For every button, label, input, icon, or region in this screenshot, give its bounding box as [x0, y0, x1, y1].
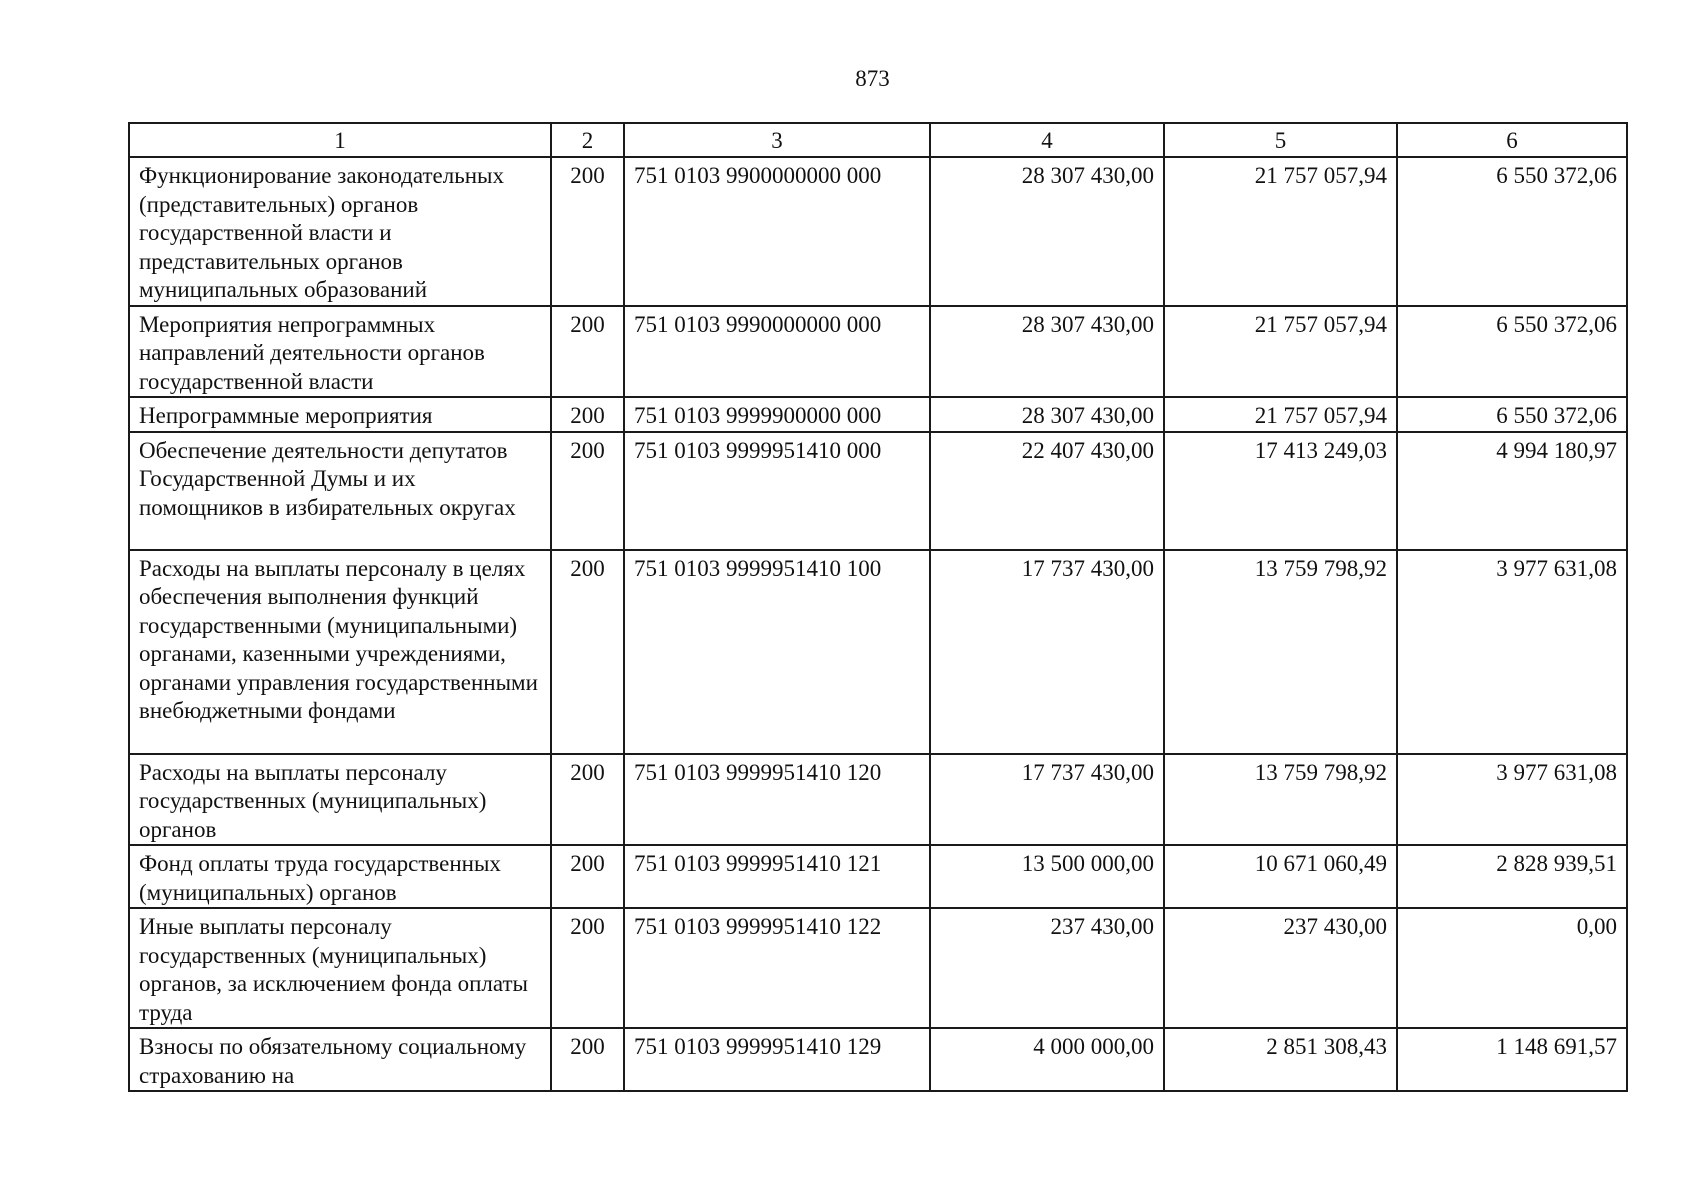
row-name-cell: Расходы на выплаты персоналу государственных (муниципальных) органов	[129, 754, 551, 846]
approved-amount-cell: 22 407 430,00	[930, 432, 1164, 550]
unexecuted-amount-cell: 2 828 939,51	[1397, 845, 1627, 908]
approved-amount-cell: 17 737 430,00	[930, 754, 1164, 846]
line-code-cell: 200	[551, 908, 624, 1028]
unexecuted-amount-cell: 6 550 372,06	[1397, 157, 1627, 306]
table-row	[129, 1028, 1627, 1091]
budget-code-cell: 751 0103 9999900000 000	[624, 397, 930, 432]
line-code-cell: 200	[551, 550, 624, 754]
budget-code-cell: 751 0103 9990000000 000	[624, 306, 930, 398]
line-code-cell: 200	[551, 845, 624, 908]
row-name-cell: Фонд оплаты труда государственных (муниципальных) органов	[129, 845, 551, 908]
unexecuted-amount-cell: 6 550 372,06	[1397, 306, 1627, 398]
executed-amount-cell: 13 759 798,92	[1164, 550, 1397, 754]
budget-code-cell: 751 0103 9900000000 000	[624, 157, 930, 306]
row-name-cell: Расходы на выплаты персоналу в целях обеспечения выполнения функций государственными (муниципальными) органами, казенными учреждениями, органами управления государственными внебюджетными фондами	[129, 550, 551, 754]
executed-amount-cell: 10 671 060,49	[1164, 845, 1397, 908]
column-number-row	[129, 123, 1627, 157]
table-row	[129, 432, 1627, 550]
approved-amount-cell: 4 000 000,00	[930, 1028, 1164, 1091]
executed-amount-cell: 21 757 057,94	[1164, 157, 1397, 306]
budget-execution-table	[128, 122, 1628, 1092]
column-header-5: 5	[1164, 123, 1397, 157]
budget-code-cell: 751 0103 9999951410 129	[624, 1028, 930, 1091]
column-header-2: 2	[551, 123, 624, 157]
approved-amount-cell: 28 307 430,00	[930, 397, 1164, 432]
unexecuted-amount-cell: 3 977 631,08	[1397, 550, 1627, 754]
table-row	[129, 157, 1627, 306]
unexecuted-amount-cell: 6 550 372,06	[1397, 397, 1627, 432]
table-row	[129, 908, 1627, 1028]
line-code-cell: 200	[551, 397, 624, 432]
row-name-cell: Обеспечение деятельности депутатов Государственной Думы и их помощников в избирательных округах	[129, 432, 551, 550]
line-code-cell: 200	[551, 432, 624, 550]
executed-amount-cell: 17 413 249,03	[1164, 432, 1397, 550]
unexecuted-amount-cell: 0,00	[1397, 908, 1627, 1028]
row-name-cell: Иные выплаты персоналу государственных (муниципальных) органов, за исключением фонда оплаты труда	[129, 908, 551, 1028]
table-body	[129, 157, 1627, 1091]
line-code-cell: 200	[551, 754, 624, 846]
executed-amount-cell: 13 759 798,92	[1164, 754, 1397, 846]
executed-amount-cell: 21 757 057,94	[1164, 306, 1397, 398]
row-name-cell: Мероприятия непрограммных направлений деятельности органов государственной власти	[129, 306, 551, 398]
table-row	[129, 845, 1627, 908]
budget-code-cell: 751 0103 9999951410 121	[624, 845, 930, 908]
table-row	[129, 754, 1627, 846]
approved-amount-cell: 237 430,00	[930, 908, 1164, 1028]
budget-code-cell: 751 0103 9999951410 100	[624, 550, 930, 754]
line-code-cell: 200	[551, 1028, 624, 1091]
column-header-1: 1	[129, 123, 551, 157]
column-header-4: 4	[930, 123, 1164, 157]
executed-amount-cell: 237 430,00	[1164, 908, 1397, 1028]
executed-amount-cell: 21 757 057,94	[1164, 397, 1397, 432]
row-name-cell: Непрограммные мероприятия	[129, 397, 551, 432]
approved-amount-cell: 17 737 430,00	[930, 550, 1164, 754]
table-row	[129, 397, 1627, 432]
page-number: 873	[855, 66, 890, 91]
unexecuted-amount-cell: 1 148 691,57	[1397, 1028, 1627, 1091]
table-header	[129, 123, 1627, 157]
line-code-cell: 200	[551, 306, 624, 398]
approved-amount-cell: 28 307 430,00	[930, 157, 1164, 306]
row-name-cell: Функционирование законодательных (представительных) органов государственной власти и представительных органов муниципальных образований	[129, 157, 551, 306]
line-code-cell: 200	[551, 157, 624, 306]
approved-amount-cell: 28 307 430,00	[930, 306, 1164, 398]
budget-code-cell: 751 0103 9999951410 000	[624, 432, 930, 550]
unexecuted-amount-cell: 3 977 631,08	[1397, 754, 1627, 846]
column-header-6: 6	[1397, 123, 1627, 157]
table-row	[129, 306, 1627, 398]
budget-code-cell: 751 0103 9999951410 122	[624, 908, 930, 1028]
column-header-3: 3	[624, 123, 930, 157]
budget-code-cell: 751 0103 9999951410 120	[624, 754, 930, 846]
unexecuted-amount-cell: 4 994 180,97	[1397, 432, 1627, 550]
row-name-cell: Взносы по обязательному социальному страхованию на	[129, 1028, 551, 1091]
approved-amount-cell: 13 500 000,00	[930, 845, 1164, 908]
table-row	[129, 550, 1627, 754]
executed-amount-cell: 2 851 308,43	[1164, 1028, 1397, 1091]
